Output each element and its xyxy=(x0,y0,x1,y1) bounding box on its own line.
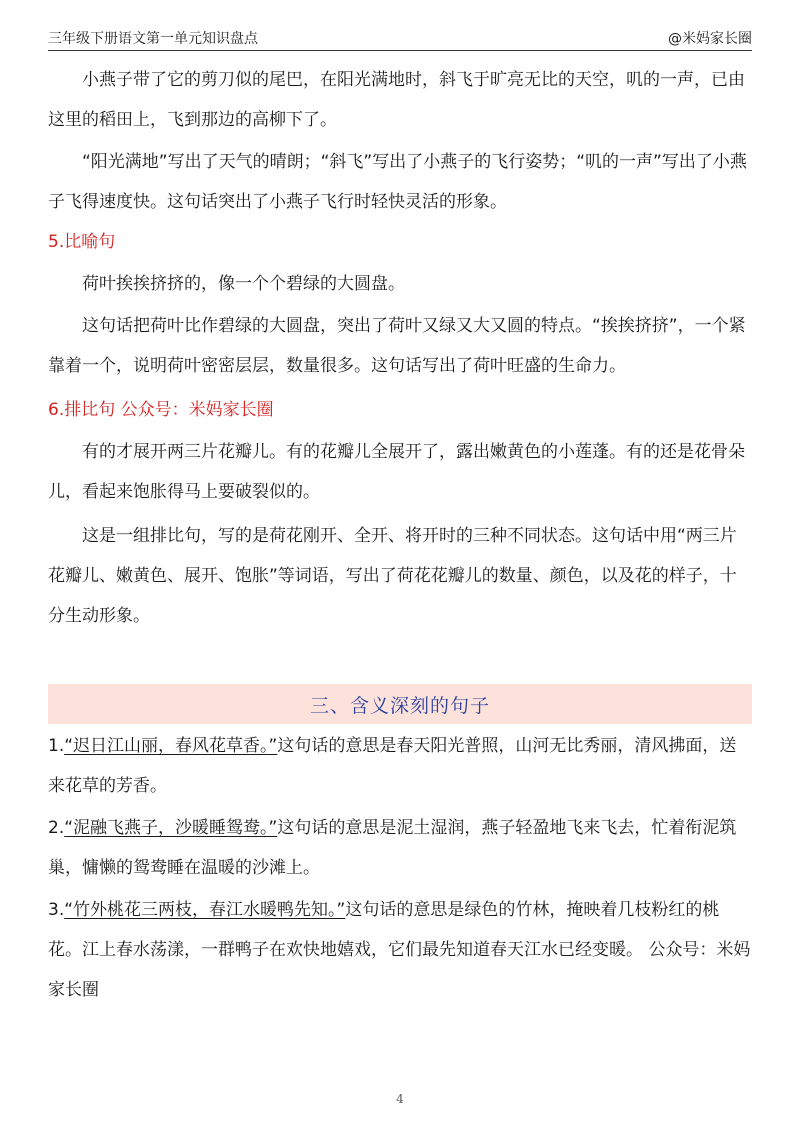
poem-quote: “竹外桃花三两枝，春江水暖鸭先知。” xyxy=(64,900,346,920)
section-heading-simile: 5.比喻句 xyxy=(48,232,116,252)
list-item xyxy=(48,726,752,806)
poem-quote: “迟日江山丽，春风花草香。” xyxy=(64,736,278,756)
section-title: 三、含义深刻的句子 xyxy=(309,694,490,717)
item-explanation: 这句话的意思是春天阳光普照，山河无比秀丽，清风拂面，送来花草的芳香。 xyxy=(48,736,737,796)
swallow-explanation: “阳光满地”写出了天气的晴朗；“斜飞”写出了小燕子的飞行姿势；“叽的一声”写出了小燕子飞得速度快。这句话突出了小燕子飞行时轻快灵活的形象。 xyxy=(48,152,747,212)
item-number: 2. xyxy=(48,818,65,838)
section-banner xyxy=(48,684,752,724)
item-explanation: 这句话的意思是绿色的竹林，掩映着几枝粉红的桃花。江上春水荡漾，一群鸭子在欢快地嬉戏，它们最先知道春天江水已经变暖。 公众号：米妈家长圈 xyxy=(48,900,751,1000)
item-explanation: 这句话的意思是泥土湿润，燕子轻盈地飞来飞去，忙着衔泥筑巢，慵懒的鸳鸯睡在温暖的沙滩上。 xyxy=(48,818,737,878)
item-number: 3. xyxy=(48,900,65,920)
swallow-quote: 小燕子带了它的剪刀似的尾巴，在阳光满地时，斜飞于旷亮无比的天空，叽的一声，已由这里的稻田上，飞到那边的高柳下了。 xyxy=(48,70,745,130)
lotus-leaf-explanation: 这句话把荷叶比作碧绿的大圆盘，突出了荷叶又绿又大又圆的特点。“挨挨挤挤”，一个紧靠着一个，说明荷叶密密层层，数量很多。这句话写出了荷叶旺盛的生命力。 xyxy=(48,316,746,376)
header-title: 三年级下册语文第一单元知识盘点 xyxy=(48,31,258,47)
lotus-flower-explanation: 这是一组排比句，写的是荷花刚开、全开、将开时的三种不同状态。这句话中用“两三片花瓣儿、嫩黄色、展开、饱胀”等词语，写出了荷花花瓣儿的数量、颜色，以及花的样子，十分生动形象。 xyxy=(48,526,737,626)
item-number: 1. xyxy=(48,736,65,756)
poem-quote: “泥融飞燕子，沙暖睡鸳鸯。” xyxy=(64,818,278,838)
list-item xyxy=(48,808,752,888)
lotus-flower-quote: 有的才展开两三片花瓣儿。有的花瓣儿全展开了，露出嫩黄色的小莲蓬。有的还是花骨朵儿，看起来饱胀得马上要破裂似的。 xyxy=(48,442,745,502)
page-header xyxy=(48,20,752,51)
lotus-leaf-quote: 荷叶挨挨挤挤的，像一个个碧绿的大圆盘。 xyxy=(82,274,405,294)
section-heading-parallelism: 6.排比句 公众号：米妈家长圈 xyxy=(48,400,274,420)
list-item xyxy=(48,890,752,1010)
header-account: @米妈家长圈 xyxy=(668,31,752,47)
page-number: 4 xyxy=(396,1092,404,1106)
